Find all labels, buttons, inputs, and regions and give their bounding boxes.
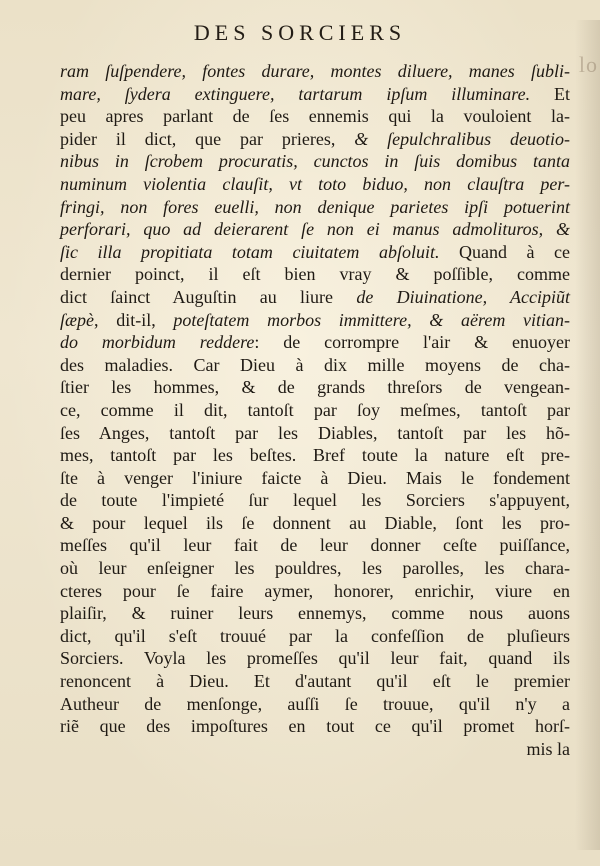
text-line <box>60 467 570 490</box>
text-segment: riẽ que des impoſtures en tout ce qu'il promet horſ- <box>60 716 570 737</box>
text-line <box>60 444 570 467</box>
text-line <box>60 693 570 716</box>
text-line <box>60 331 570 354</box>
body-text <box>60 60 570 760</box>
text-line <box>60 60 570 83</box>
text-segment: Autheur de menſonge, auſſi ſe trouue, qu'il n'y a <box>60 693 570 714</box>
text-segment: ſes Anges, tantoſt par les Diables, tantoſt par les hõ- <box>60 422 570 443</box>
text-segment: Quand à ce <box>439 241 570 262</box>
text-segment: fringi, non fores euelli, non denique parietes ipſi potuerint <box>60 196 570 217</box>
text-segment: de Diuinatione, Accipiũt <box>356 286 570 307</box>
text-segment: de toute l'impieté ſur lequel les Sorciers s'appuyent, <box>60 490 570 511</box>
page-edge-shadow <box>575 20 600 850</box>
text-segment: renoncent à Dieu. Et d'autant qu'il eſt le premier <box>60 671 570 692</box>
text-line <box>60 647 570 670</box>
text-line <box>60 580 570 603</box>
text-segment: où leur enſeigner les pouldres, les parolles, les chara- <box>60 558 570 579</box>
text-segment: dernier poinct, il eſt bien vray & poſſible, comme <box>60 264 570 285</box>
text-line <box>60 128 570 151</box>
text-line <box>60 105 570 128</box>
text-line <box>60 670 570 693</box>
text-line <box>60 534 570 557</box>
text-segment: & pour lequel ils ſe donnent au Diable, ſont les pro- <box>60 512 570 533</box>
text-line <box>60 173 570 196</box>
text-segment: do morbidum reddere <box>60 332 255 353</box>
text-line <box>60 399 570 422</box>
text-line <box>60 715 570 738</box>
text-segment: ſte à venger l'iniure faicte à Dieu. Mais le fondement <box>60 467 570 488</box>
text-segment: mes, tantoſt par les beſtes. Bref toute la nature eſt pre- <box>60 445 570 466</box>
text-segment: nibus in ſcrobem procuratis, cunctos in ſuis domibus tanta <box>60 151 570 172</box>
text-segment: ram ſuſpendere, fontes durare, montes diluere, manes ſubli- <box>60 61 570 81</box>
text-segment: cteres pour ſe faire aymer, honorer, enrichir, viure en <box>60 580 570 601</box>
text-segment: plaiſir, & ruiner leurs ennemys, comme nous auons <box>60 603 570 624</box>
text-segment: Et <box>530 83 570 104</box>
text-line <box>60 150 570 173</box>
text-line <box>60 196 570 219</box>
text-line <box>60 354 570 377</box>
text-line <box>60 241 570 264</box>
text-segment: ſæpè <box>60 309 94 330</box>
text-segment: dict, qu'il s'eſt trouué par la confeſſion de pluſieurs <box>60 625 570 646</box>
text-line <box>60 263 570 286</box>
text-segment: & ſepulchralibus deuotio- <box>354 128 570 149</box>
text-line <box>60 218 570 241</box>
text-segment: peu apres parlant de ſes ennemis qui la vouloient la- <box>60 106 570 127</box>
text-line <box>60 376 570 399</box>
text-line <box>60 625 570 648</box>
text-segment: ſic illa propitiata totam ciuitatem abſoluit. <box>60 241 440 262</box>
text-segment: dict ſainct Auguſtin au liure <box>60 286 357 307</box>
text-segment: Sorciers. Voyla les promeſſes qu'il leur fait, quand ils <box>60 648 570 669</box>
text-segment: numinum violentia clauſit, vt toto biduo, non clauſtra per- <box>60 173 570 194</box>
text-line <box>60 286 570 309</box>
text-segment: : de corrompre l'air & enuoyer <box>254 332 570 353</box>
text-segment: perforari, quo ad deierarent ſe non ei manus admolituros, & <box>60 219 570 240</box>
text-line <box>60 557 570 580</box>
running-head: DES SORCIERS <box>193 20 407 45</box>
text-line <box>60 738 570 761</box>
text-segment: ſtier les hommes, & de grands threſors de vengean- <box>60 377 570 398</box>
text-line <box>60 602 570 625</box>
text-line <box>60 83 570 106</box>
text-segment: poteſtatem morbos immittere, & aërem vitian- <box>173 309 571 330</box>
text-segment: meſſes qu'il leur fait de leur donner ceſte puiſſance, <box>60 535 570 556</box>
text-segment: pider il dict, que par prieres, <box>60 128 355 149</box>
text-segment: mis la <box>526 738 570 759</box>
text-segment: mare, ſydera extinguere, tartarum ipſum illuminare. <box>60 83 531 104</box>
text-line <box>60 309 570 332</box>
text-segment: des maladies. Car Dieu à dix mille moyens de cha- <box>60 354 570 375</box>
text-line <box>60 489 570 512</box>
text-line <box>60 422 570 445</box>
text-line <box>60 512 570 535</box>
text-segment: , dit-il, <box>94 309 174 330</box>
text-segment: ce, comme il dit, tantoſt par ſoy meſmes, tantoſt par <box>60 399 570 420</box>
bleed-through-text: lo <box>578 52 598 77</box>
